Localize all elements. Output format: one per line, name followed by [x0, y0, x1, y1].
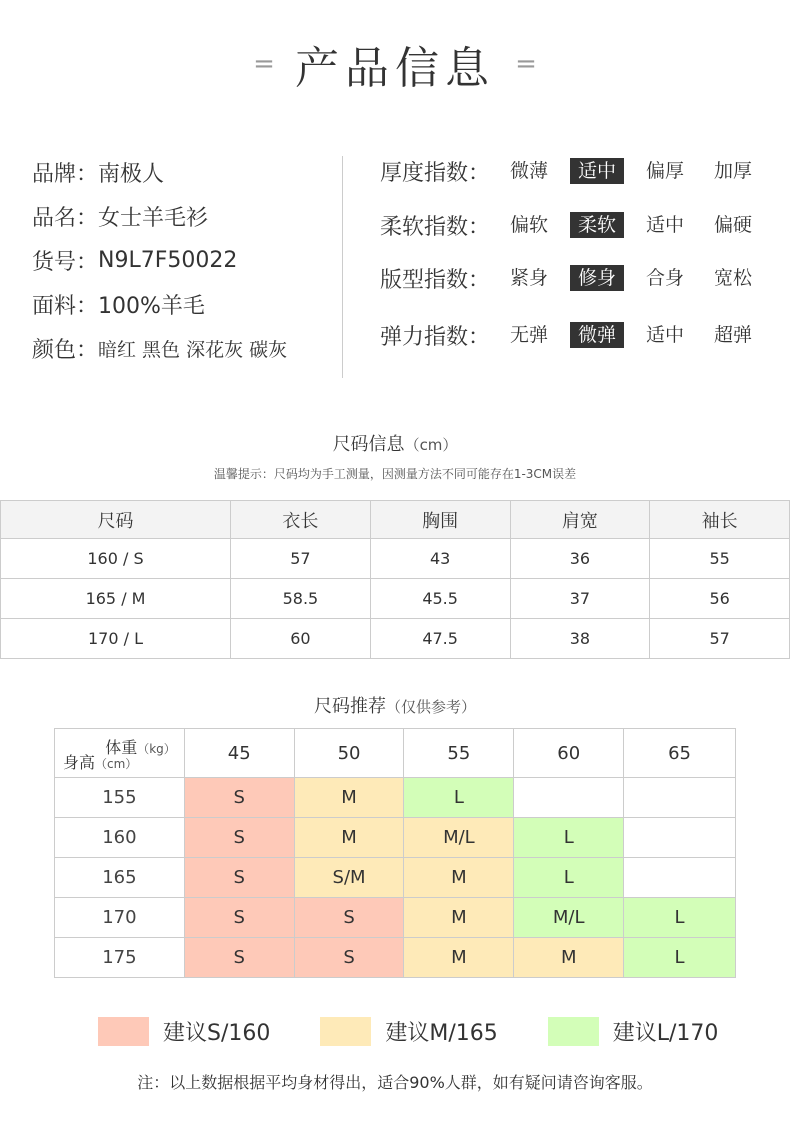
table-row	[1, 579, 790, 619]
weight-header-cell: 60	[514, 729, 624, 778]
thickness-option: 加厚	[713, 160, 752, 182]
legend	[98, 1016, 768, 1046]
weight-header-cell: 65	[624, 729, 736, 778]
size-cell: 58.5	[231, 579, 371, 619]
vertical-divider	[342, 156, 343, 378]
height-label: 身高	[63, 753, 96, 772]
recommend-cell: S	[184, 898, 294, 938]
recommend-cell	[514, 778, 624, 818]
recommend-cell: M/L	[514, 898, 624, 938]
table-row	[1, 619, 790, 659]
table-row	[1, 539, 790, 579]
page-header	[0, 34, 790, 94]
table-row	[55, 898, 736, 938]
height-row-label: 165	[55, 858, 185, 898]
legend-swatch-s	[98, 1017, 149, 1046]
product-color-value: 暗红 黑色 深花灰 碳灰	[98, 338, 288, 361]
height-row-label: 175	[55, 938, 185, 978]
recommend-cell: M	[294, 778, 404, 818]
size-cell: 60	[231, 619, 371, 659]
product-sku	[32, 238, 342, 282]
fit-index-label: 版型指数：	[380, 267, 491, 293]
elasticity-index-label: 弹力指数：	[380, 324, 491, 350]
height-unit: （cm）	[95, 757, 138, 771]
legend-label-s: 建议S/160	[163, 1020, 271, 1046]
product-info	[32, 150, 342, 370]
recommend-cell: M/L	[404, 818, 514, 858]
recommend-cell: S/M	[294, 858, 404, 898]
product-brand-label: 品牌：	[32, 161, 99, 187]
table-row	[55, 778, 736, 818]
recommend-cell	[624, 858, 736, 898]
height-row-label: 160	[55, 818, 185, 858]
product-sku-label: 货号：	[32, 249, 99, 275]
recommend-cell: M	[404, 898, 514, 938]
thickness-option: 偏厚	[645, 160, 684, 182]
weight-unit: （kg）	[137, 742, 176, 756]
size-header-cell: 尺码	[1, 501, 231, 539]
recommend-cell	[624, 818, 736, 858]
size-cell: 55	[650, 539, 790, 579]
recommend-title	[0, 692, 790, 718]
recommend-table	[54, 728, 736, 978]
recommend-cell	[624, 778, 736, 818]
size-info-title-unit: （cm）	[404, 436, 458, 454]
size-cell: 45.5	[370, 579, 510, 619]
recommend-cell: M	[404, 858, 514, 898]
header-deco-left: =	[253, 49, 275, 79]
size-cell: 170 / L	[1, 619, 231, 659]
product-color	[32, 326, 342, 370]
height-axis-label	[63, 750, 137, 773]
legend-label-m: 建议M/165	[385, 1020, 498, 1046]
recommend-cell: L	[624, 938, 736, 978]
recommend-cell: L	[404, 778, 514, 818]
recommend-cell: S	[184, 858, 294, 898]
size-cell: 57	[650, 619, 790, 659]
recommend-cell: S	[184, 818, 294, 858]
table-row	[55, 858, 736, 898]
elasticity-option: 无弹	[509, 324, 548, 346]
size-info-title-text: 尺码信息	[332, 434, 405, 455]
product-fabric-label: 面料：	[32, 293, 99, 319]
size-table	[0, 500, 790, 659]
weight-header-cell: 45	[184, 729, 294, 778]
elasticity-index	[380, 318, 780, 352]
thickness-index	[380, 154, 780, 188]
height-row-label: 155	[55, 778, 185, 818]
fit-option: 合身	[645, 267, 684, 289]
recommend-cell: M	[514, 938, 624, 978]
size-info-title	[0, 430, 790, 456]
legend-swatch-m	[320, 1017, 371, 1046]
softness-option: 偏软	[509, 214, 548, 236]
page-title: 产品信息	[295, 43, 495, 94]
recommend-cell: L	[514, 858, 624, 898]
size-header-cell: 肩宽	[510, 501, 650, 539]
softness-option: 适中	[645, 214, 684, 236]
recommend-cell: M	[294, 818, 404, 858]
table-row	[55, 938, 736, 978]
recommend-corner-cell	[55, 729, 185, 778]
elasticity-option-selected: 微弹	[570, 322, 624, 348]
product-name-value: 女士羊毛衫	[98, 205, 209, 231]
softness-option-selected: 柔软	[570, 212, 624, 238]
height-row-label: 170	[55, 898, 185, 938]
recommend-cell: L	[624, 898, 736, 938]
size-cell: 47.5	[370, 619, 510, 659]
recommend-cell: L	[514, 818, 624, 858]
recommend-cell: M	[404, 938, 514, 978]
recommend-title-sub: （仅供参考）	[385, 698, 476, 716]
thickness-option-selected: 适中	[570, 158, 624, 184]
elasticity-option: 适中	[645, 324, 684, 346]
size-header-cell: 衣长	[231, 501, 371, 539]
fit-option: 紧身	[509, 267, 548, 289]
fit-option: 宽松	[713, 267, 752, 289]
elasticity-option: 超弹	[713, 324, 752, 346]
product-fabric-value: 100%羊毛	[98, 293, 205, 319]
recommend-cell: S	[294, 898, 404, 938]
thickness-option: 微薄	[509, 160, 548, 182]
size-cell: 43	[370, 539, 510, 579]
product-brand	[32, 150, 342, 194]
legend-item-m	[320, 1016, 497, 1047]
legend-item-s	[98, 1016, 270, 1047]
size-cell: 57	[231, 539, 371, 579]
weight-label: 体重	[105, 738, 138, 757]
softness-index	[380, 208, 780, 242]
size-info-note: 温馨提示：尺码均为手工测量，因测量方法不同可能存在1-3CM误差	[213, 467, 577, 481]
table-row	[55, 818, 736, 858]
size-cell: 36	[510, 539, 650, 579]
fit-option-selected: 修身	[570, 265, 624, 291]
product-fabric	[32, 282, 342, 326]
size-header-cell: 胸围	[370, 501, 510, 539]
recommend-title-text: 尺码推荐	[313, 696, 386, 717]
footnote: 注：以上数据根据平均身材得出，适合90%人群，如有疑问请咨询客服。	[137, 1073, 653, 1092]
product-name	[32, 194, 342, 238]
size-header-cell: 袖长	[650, 501, 790, 539]
legend-item-l	[548, 1016, 719, 1047]
thickness-index-label: 厚度指数：	[380, 160, 491, 186]
product-sku-value: N9L7F50022	[98, 247, 238, 273]
product-color-label: 颜色：	[32, 337, 99, 363]
size-table-header	[1, 501, 790, 539]
size-cell: 38	[510, 619, 650, 659]
fit-index	[380, 261, 780, 295]
legend-swatch-l	[548, 1017, 599, 1046]
softness-index-label: 柔软指数：	[380, 214, 491, 240]
recommend-cell: S	[294, 938, 404, 978]
product-name-label: 品名：	[32, 205, 99, 231]
weight-header-cell: 55	[404, 729, 514, 778]
softness-option: 偏硬	[713, 214, 752, 236]
size-cell: 37	[510, 579, 650, 619]
legend-label-l: 建议L/170	[612, 1020, 719, 1046]
product-brand-value: 南极人	[98, 161, 165, 187]
size-cell: 160 / S	[1, 539, 231, 579]
recommend-cell: S	[184, 778, 294, 818]
weight-header-cell: 50	[294, 729, 404, 778]
recommend-header-row	[55, 729, 736, 778]
size-cell: 56	[650, 579, 790, 619]
header-deco-right: =	[515, 49, 537, 79]
size-cell: 165 / M	[1, 579, 231, 619]
recommend-cell: S	[184, 938, 294, 978]
